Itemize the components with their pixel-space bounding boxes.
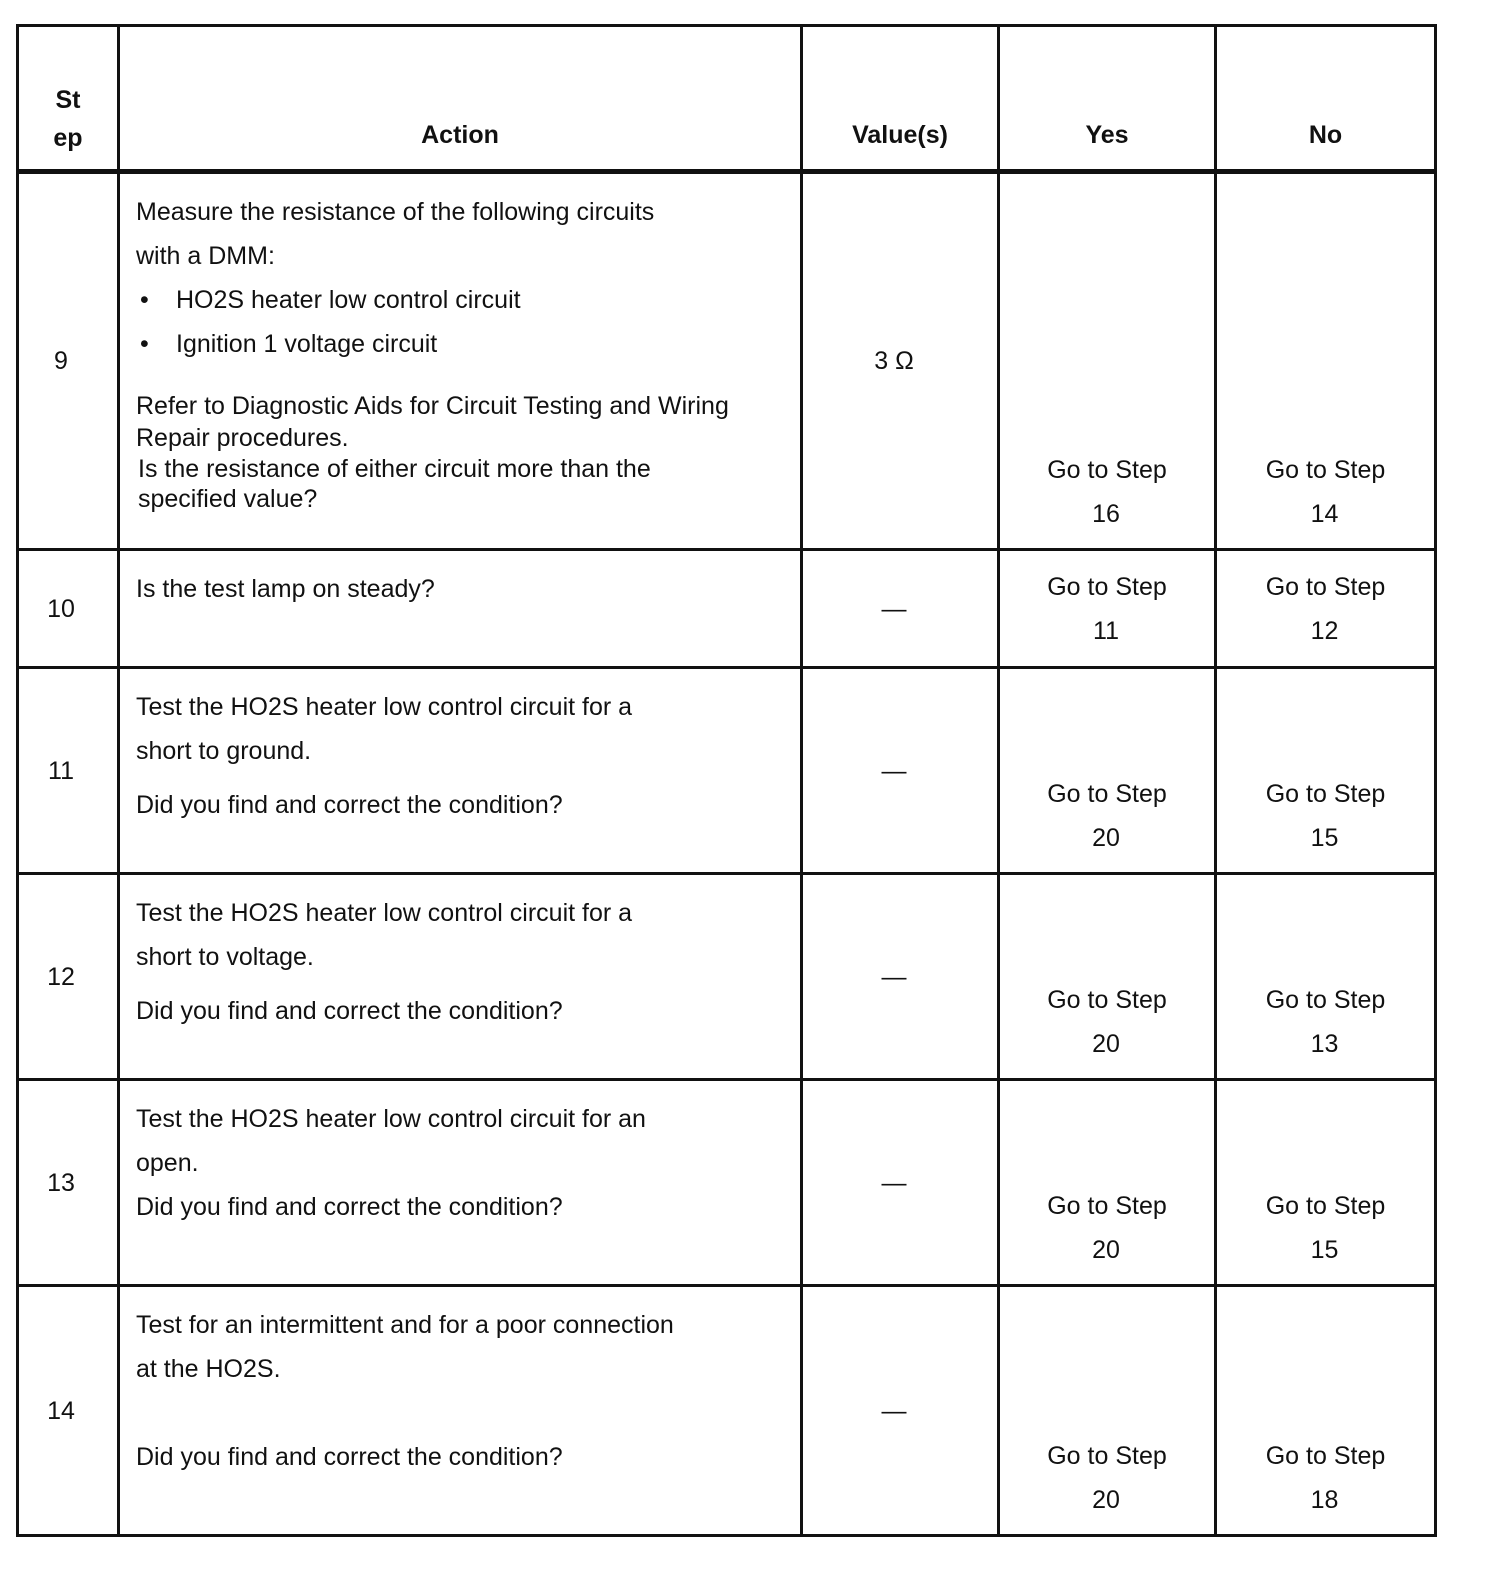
yes-step-number: 20 xyxy=(1092,1030,1120,1058)
header-action: Action xyxy=(119,26,802,172)
question-text: Did you find and correct the condition? xyxy=(136,1443,563,1471)
action-text: Is the test lamp on steady? xyxy=(136,575,435,603)
goto-label: Go to Step xyxy=(1047,573,1167,601)
goto-label: Go to Step xyxy=(1265,573,1386,601)
no-cell xyxy=(1216,1080,1436,1286)
action-text: Test for an intermittent and for a poor connection xyxy=(136,1311,674,1339)
yes-step-number: 20 xyxy=(1092,824,1120,852)
header-no: No xyxy=(1216,26,1436,172)
note-text xyxy=(136,390,780,454)
step-number: 11 xyxy=(18,668,119,874)
action-text: Test the HO2S heater low control circuit for a xyxy=(136,693,633,721)
no-step-number: 15 xyxy=(1310,1236,1339,1264)
goto-label: Go to Step xyxy=(1047,1442,1167,1470)
action-text: short to voltage. xyxy=(136,943,314,971)
no-cell xyxy=(1216,668,1436,874)
question-line: specified value? xyxy=(138,485,318,513)
no-step-number: 13 xyxy=(1310,1030,1339,1058)
step-number: 12 xyxy=(18,874,119,1080)
action-cell xyxy=(119,874,802,1080)
goto-label: Go to Step xyxy=(1265,986,1386,1014)
action-text: at the HO2S. xyxy=(136,1355,281,1383)
value-cell: — xyxy=(802,1286,999,1536)
goto-label: Go to Step xyxy=(1047,456,1167,484)
header-step-line2: ep xyxy=(53,124,83,152)
yes-step-number: 11 xyxy=(1093,617,1119,645)
value-cell: — xyxy=(802,874,999,1080)
value-cell: 3 Ω xyxy=(802,172,999,550)
table-row xyxy=(18,874,1436,1080)
table-row xyxy=(18,172,1436,550)
table-header-row xyxy=(18,26,1436,172)
action-text: short to ground. xyxy=(136,737,312,765)
yes-step-number: 20 xyxy=(1092,1236,1120,1264)
table-row xyxy=(18,1080,1436,1286)
action-cell xyxy=(119,172,802,550)
value-cell: — xyxy=(802,1080,999,1286)
action-text: open. xyxy=(136,1149,199,1177)
no-cell xyxy=(1216,550,1436,668)
action-text: with a DMM: xyxy=(136,242,275,270)
action-cell xyxy=(119,1080,802,1286)
action-text: Test the HO2S heater low control circuit for an xyxy=(136,1105,646,1133)
yes-cell xyxy=(999,874,1216,1080)
goto-label: Go to Step xyxy=(1265,1192,1386,1220)
no-cell xyxy=(1216,1286,1436,1536)
goto-label: Go to Step xyxy=(1047,986,1167,1014)
value-cell: — xyxy=(802,668,999,874)
question-text xyxy=(136,454,780,514)
bullet-dot: • xyxy=(140,330,149,358)
table-row xyxy=(18,668,1436,874)
step-number: 13 xyxy=(18,1080,119,1286)
table-row xyxy=(18,550,1436,668)
goto-label: Go to Step xyxy=(1047,1192,1167,1220)
goto-label: Go to Step xyxy=(1265,780,1386,808)
no-step-number: 18 xyxy=(1310,1486,1339,1514)
no-cell xyxy=(1216,874,1436,1080)
header-step xyxy=(18,26,119,172)
yes-cell xyxy=(999,1286,1216,1536)
question-text: Did you find and correct the condition? xyxy=(136,791,563,819)
step-number: 10 xyxy=(18,550,119,668)
yes-step-number: 20 xyxy=(1092,1486,1120,1514)
action-text: Test the HO2S heater low control circuit for a xyxy=(136,899,633,927)
yes-step-number: 16 xyxy=(1092,500,1120,528)
bullet-item xyxy=(136,322,780,366)
goto-label: Go to Step xyxy=(1047,780,1167,808)
question-text: Did you find and correct the condition? xyxy=(136,997,563,1025)
step-number: 14 xyxy=(18,1286,119,1536)
yes-cell xyxy=(999,1080,1216,1286)
no-cell xyxy=(1216,172,1436,550)
action-text: Measure the resistance of the following circuits xyxy=(136,198,655,226)
diagnostic-table xyxy=(16,24,1437,1537)
value-cell: — xyxy=(802,550,999,668)
note-line: Refer to Diagnostic Aids for Circuit Testing and Wiring xyxy=(136,392,729,420)
action-cell xyxy=(119,1286,802,1536)
goto-label: Go to Step xyxy=(1265,456,1386,484)
yes-cell xyxy=(999,668,1216,874)
yes-cell xyxy=(999,172,1216,550)
goto-label: Go to Step xyxy=(1265,1442,1386,1470)
bullet-item xyxy=(136,278,780,322)
bullet-dot: • xyxy=(140,286,149,314)
action-cell xyxy=(119,668,802,874)
question-line: Is the resistance of either circuit more than the xyxy=(138,455,651,483)
yes-cell xyxy=(999,550,1216,668)
bullet-text: Ignition 1 voltage circuit xyxy=(176,330,438,358)
no-step-number: 12 xyxy=(1310,617,1339,645)
note-line: Repair procedures. xyxy=(136,424,349,452)
header-step-line1: St xyxy=(55,86,81,114)
no-step-number: 15 xyxy=(1310,824,1339,852)
question-text: Did you find and correct the condition? xyxy=(136,1193,563,1221)
header-yes: Yes xyxy=(999,26,1216,172)
table-row xyxy=(18,1286,1436,1536)
bullet-text: HO2S heater low control circuit xyxy=(176,286,521,314)
action-cell xyxy=(119,550,802,668)
header-values: Value(s) xyxy=(802,26,999,172)
no-step-number: 14 xyxy=(1310,500,1339,528)
step-number: 9 xyxy=(18,172,119,550)
